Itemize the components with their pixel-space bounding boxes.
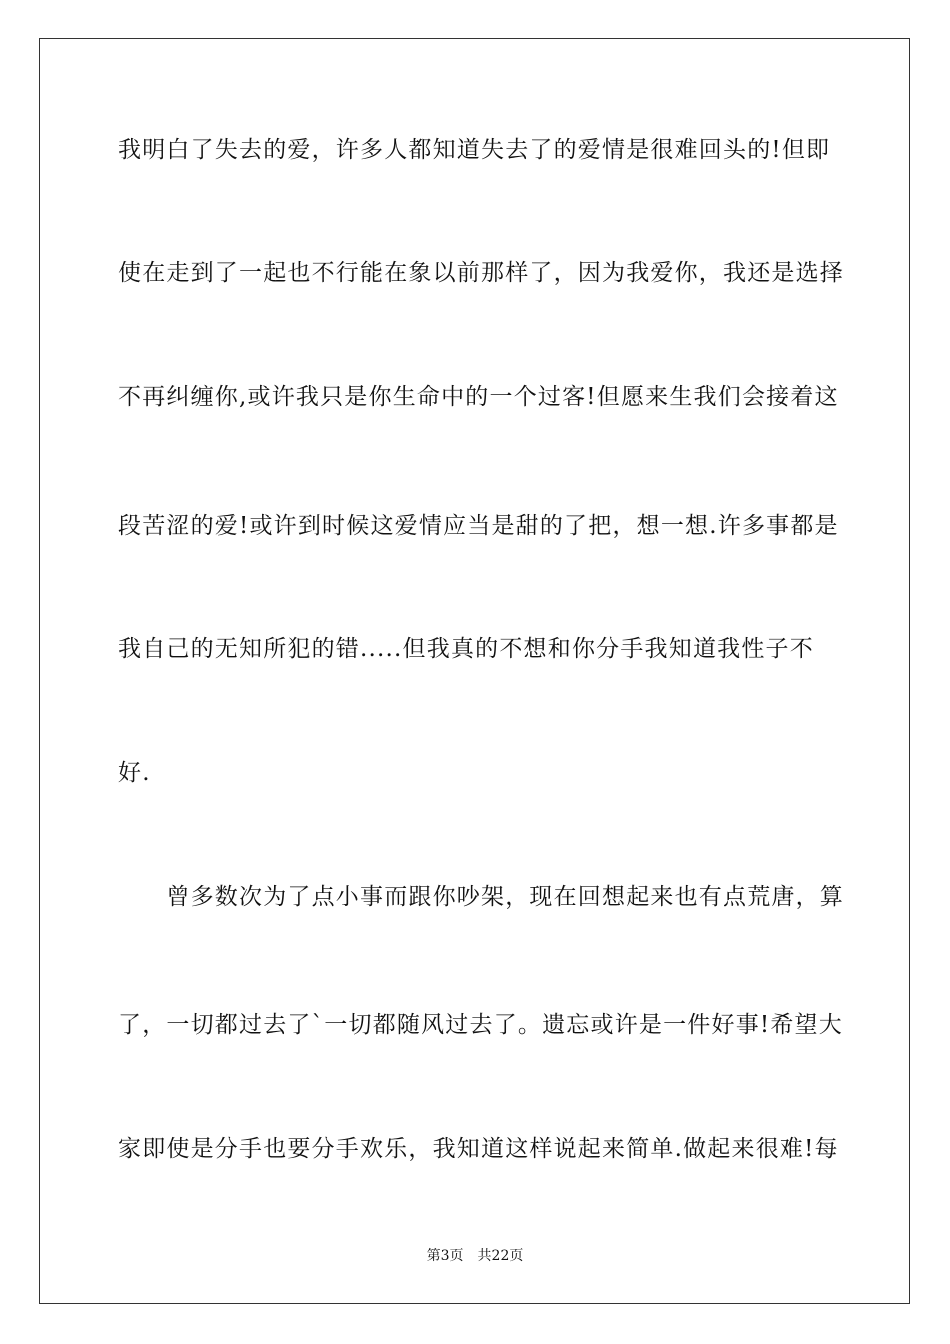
body-line-2: 使在走到了一起也不行能在象以前那样了，因为我爱你，我还是选择	[118, 260, 844, 286]
body-line-6: 好.	[118, 760, 151, 786]
body-line-9: 家即使是分手也要分手欢乐，我知道这样说起来简单.做起来很难!每	[118, 1136, 839, 1162]
page-total: 共22页	[477, 1248, 524, 1264]
page-border	[39, 38, 910, 1304]
page-footer	[0, 1246, 950, 1266]
body-line-3: 不再纠缠你,或许我只是你生命中的一个过客!但愿来生我们会接着这	[118, 384, 839, 410]
body-line-8: 了，一切都过去了`一切都随风过去了。遗忘或许是一件好事!希望大	[118, 1012, 843, 1038]
body-line-5: 我自己的无知所犯的错.....但我真的不想和你分手我知道我性子不	[118, 636, 814, 662]
body-line-4: 段苦涩的爱!或许到时候这爱情应当是甜的了把，想一想.许多事都是	[118, 513, 839, 539]
body-line-1: 我明白了失去的爱，许多人都知道失去了的爱情是很难回头的!但即	[118, 137, 831, 163]
page-number: 第3页	[426, 1248, 464, 1264]
body-line-7: 曾多数次为了点小事而跟你吵架，现在回想起来也有点荒唐，算	[118, 884, 844, 910]
